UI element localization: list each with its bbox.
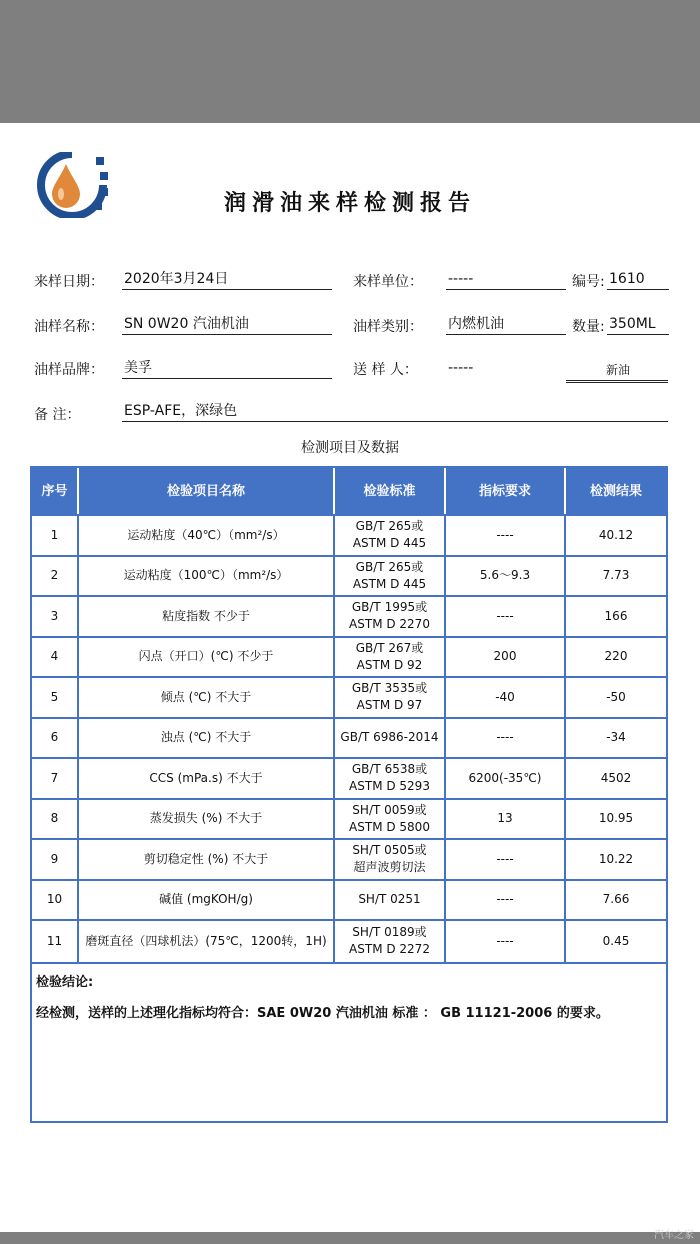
test-item-name: 剪切稳定性 (%) 不大于 [79,840,335,879]
row-number: 2 [32,557,79,596]
row-number: 11 [32,921,79,962]
test-data-table [30,466,668,964]
note-label: 备 注： [34,407,81,423]
sender-label: 送 样 人： [353,362,418,378]
test-item-name: 运动粘度（100℃）（mm²/s） [79,557,335,596]
sample-unit-value: ----- [446,269,566,290]
standard-line: GB/T 6986-2014 [340,730,439,745]
result-value: 0.45 [602,933,630,948]
standard-line: ASTM D 445 [352,576,427,591]
requirement-value: 200 [446,638,566,677]
result-value: -34 [606,730,626,745]
standard-line: GB/T 6538或 [351,762,428,777]
serial-no-label: 编号: [572,274,605,290]
standard-line: ASTM D 2270 [349,617,430,632]
requirement-value: ---- [446,840,566,879]
result-value: 10.22 [598,851,634,866]
standard-line: SH/T 0251 [358,892,421,907]
sample-unit-label: 来样单位： [353,274,423,290]
test-item-name: 倾点 (℃) 不大于 [79,678,335,717]
test-standard [335,921,446,962]
table-row [32,516,666,557]
test-standard [335,759,446,798]
row-number: 5 [32,678,79,717]
requirement-value: ---- [446,921,566,962]
test-standard [335,840,446,879]
conclusion-box [30,961,668,1123]
standard-line: ASTM D 5293 [349,779,430,794]
requirement-value: ---- [446,597,566,636]
viewer-bottom-bar [0,1232,700,1244]
standard-line: SH/T 0059或 [352,802,427,817]
test-standard [335,881,446,920]
result-value: 7.73 [602,568,630,583]
requirement-value: 6200(-35℃) [446,759,566,798]
result-value: 7.66 [602,892,630,907]
standard-line: GB/T 265或 [355,559,424,574]
standard-line: ASTM D 2272 [349,942,430,957]
quantity-label: 数量: [572,319,605,335]
standard-line: GB/T 1995或 [351,600,428,615]
oil-name-label: 油样名称： [34,319,104,335]
note-value: ESP-AFE，深绿色 [122,401,668,422]
row-number: 4 [32,638,79,677]
standard-line: GB/T 267或 [355,640,424,655]
standard-line: ASTM D 92 [356,657,423,672]
test-item-name: 浊点 (℃) 不大于 [79,719,335,758]
row-number: 7 [32,759,79,798]
test-standard [335,800,446,839]
sender-value: ----- [448,360,474,376]
standard-line: ASTM D 5800 [349,819,430,834]
row-number: 9 [32,840,79,879]
header-requirement: 指标要求 [446,468,566,514]
quantity-value: 350ML [607,314,669,335]
table-row [32,921,666,962]
header-no: 序号 [32,468,79,514]
standard-line: SH/T 0189或 [352,925,427,940]
test-item-name: 磨斑直径（四球机法）(75℃，1200转，1H) [79,921,335,962]
requirement-value: ---- [446,881,566,920]
test-standard [335,638,446,677]
serial-no-value: 1610 [607,269,669,290]
standard-line: 超声波剪切法 [353,860,426,875]
requirement-value: 13 [446,800,566,839]
test-standard [335,597,446,636]
table-row [32,800,666,841]
header-result: 检测结果 [589,483,642,499]
row-number: 8 [32,800,79,839]
result-value: 10.95 [598,811,634,826]
standard-line: GB/T 265或 [355,519,424,534]
requirement-value: ---- [446,719,566,758]
table-row [32,759,666,800]
header-item: 检验项目名称 [79,468,335,514]
test-standard [335,516,446,555]
row-number: 3 [32,597,79,636]
section-title: 检测项目及数据 [301,440,399,456]
header-standard: 检验标准 [335,468,446,514]
test-item-name: 粘度指数 不少于 [79,597,335,636]
test-standard [335,678,446,717]
table-row [32,881,666,922]
sample-date-label: 来样日期： [34,274,104,290]
test-item-name: 碱值 (mgKOH/g) [79,881,335,920]
viewer-top-bar [0,0,700,123]
row-number: 1 [32,516,79,555]
requirement-value: -40 [446,678,566,717]
test-item-name: 运动粘度（40℃）（mm²/s） [79,516,335,555]
test-item-name: CCS (mPa.s) 不大于 [79,759,335,798]
test-item-name: 蒸发损失 (%) 不大于 [79,800,335,839]
requirement-value: 5.6～9.3 [446,557,566,596]
table-row [32,678,666,719]
table-row [32,840,666,881]
table-row [32,638,666,679]
sample-date-value: 2020年3月24日 [122,269,332,290]
oil-brand-value: 美孚 [122,358,332,379]
standard-line: SH/T 0505或 [352,843,427,858]
company-logo [36,152,108,218]
oil-brand-label: 油样品牌： [34,362,104,378]
result-value: 40.12 [598,527,634,542]
standard-line: ASTM D 97 [356,698,423,713]
result-value: -50 [606,689,626,704]
standard-line: ASTM D 445 [352,536,427,551]
test-standard [335,557,446,596]
table-row [32,557,666,598]
result-value: 4502 [600,770,632,785]
status-value: 新油 [566,360,668,383]
row-number: 6 [32,719,79,758]
result-value: 166 [604,608,628,623]
oil-type-label: 油样类别： [353,319,423,335]
conclusion-heading: 检验结论: [36,975,94,990]
oil-type-value: 内燃机油 [446,314,566,335]
table-header-row [32,468,666,516]
conclusion-text: 经检测，送样的上述理化指标均符合：SAE 0W20 汽油机油 标准 ： GB 11121-2006 的要求。 [36,1006,609,1021]
test-standard [335,719,446,758]
requirement-value: ---- [446,516,566,555]
row-number: 10 [32,881,79,920]
test-item-name: 闪点（开口）(℃) 不少于 [79,638,335,677]
table-row [32,719,666,760]
oil-name-value: SN 0W20 汽油机油 [122,314,332,335]
result-value: 220 [604,649,628,664]
table-row [32,597,666,638]
watermark: 汽车之家 [654,1230,694,1241]
standard-line: GB/T 3535或 [351,681,428,696]
report-title: 润滑油来样检测报告 [223,190,476,216]
